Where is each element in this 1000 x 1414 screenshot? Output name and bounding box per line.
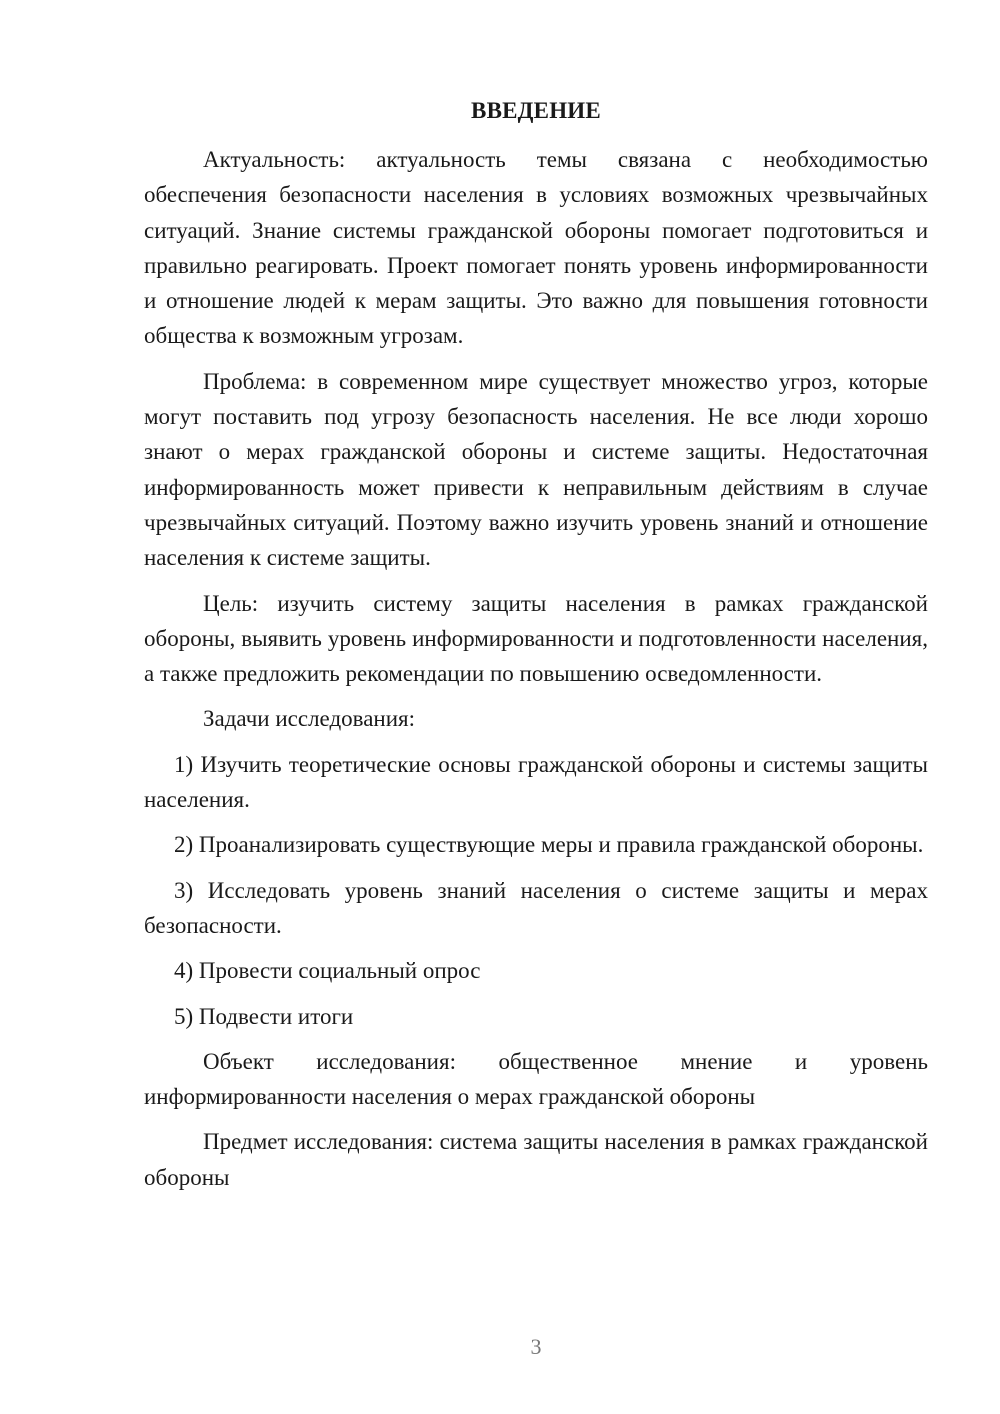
- tasks-heading: Задачи исследования:: [203, 706, 416, 732]
- object-paragraph: Объект исследования: общественное мнение и уровень информированности населения о мерах гражданской обороны: [144, 1048, 928, 1110]
- task-item-1: 1) Изучить теоретические основы гражданской обороны и системы защиты населения.: [144, 751, 928, 813]
- section-heading: ВВЕДЕНИЕ: [471, 98, 601, 123]
- subject-paragraph: Предмет исследования: система защиты населения в рамках гражданской обороны: [144, 1129, 928, 1190]
- goal-paragraph: Цель: изучить систему защиты населения в рамках гражданской обороны, выявить уровень информированности и подготовленности населения, а также предложить рекомендации по повышению осведомленности.: [144, 590, 928, 687]
- task-item-2: 2) Проанализировать существующие меры и правила гражданской обороны.: [174, 832, 924, 858]
- body-text: [144, 142, 928, 1205]
- relevance-paragraph: Актуальность: актуальность темы связана с необходимостью обеспечения безопасности населения в условиях возможных чрезвычайных ситуаций. Знание системы гражданской обороны помогает подготовиться и правильно реагировать. Проект помогает понять уровень информированности и отношение людей к мерам защиты. Это важно для повышения готовности общества к возможным угрозам.: [144, 147, 928, 349]
- page-number: 3: [530, 1334, 542, 1359]
- task-item-4: 4) Провести социальный опрос: [174, 958, 481, 984]
- problem-paragraph: Проблема: в современном мире существует множество угроз, которые могут поставить под угрозу безопасность населения. Не все люди хорошо знают о мерах гражданской обороны и системе защиты. Недостаточная информированность может привести к неправильным действиям в случае чрезвычайных ситуаций. Поэтому важно изучить уровень знаний и отношение населения к системе защиты.: [144, 368, 928, 571]
- task-item-3: 3) Исследовать уровень знаний населения о системе защиты и мерах безопасности.: [144, 877, 928, 938]
- task-item-5: 5) Подвести итоги: [174, 1003, 354, 1029]
